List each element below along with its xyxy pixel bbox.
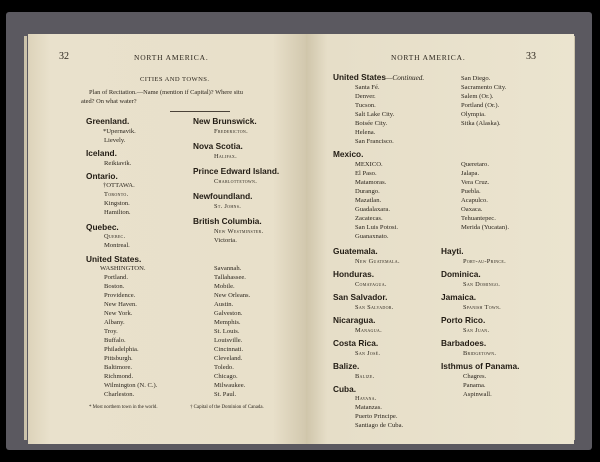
city-san-jose: San José.	[355, 350, 381, 357]
heading-mexico: Mexico.	[333, 149, 364, 159]
city-new-guatemala: New Guatemala.	[355, 258, 400, 265]
city-san-domingo: San Domingo.	[463, 281, 501, 288]
city-jalapa: Jalapa.	[461, 170, 480, 177]
city-ottawa: †OTTAWA.	[103, 182, 135, 189]
instruction-line-1: Plan of Recitation.—Name (mention if Capital)? Where situ	[89, 89, 243, 96]
city-providence: Providence.	[104, 292, 136, 299]
heading-guatemala: Guatemala.	[333, 246, 378, 256]
city-san-diego: San Diego.	[461, 75, 491, 82]
heading-nicaragua: Nicaragua.	[333, 315, 376, 325]
page-number-left: 32	[59, 51, 69, 62]
city-troy: Troy.	[104, 328, 118, 335]
city-chicago: Chicago.	[214, 373, 238, 380]
city-galveston: Galveston.	[214, 310, 243, 317]
us-cont-title: United States	[333, 72, 387, 82]
heading-greenland: Greenland.	[86, 116, 130, 126]
city-comayagua: Comayagua.	[355, 281, 387, 288]
heading-quebec: Quebec.	[86, 222, 119, 232]
city-boisee-city: Boisée City.	[355, 120, 388, 127]
city-st-paul: St. Paul.	[214, 391, 237, 398]
section-title: CITIES AND TOWNS.	[140, 76, 210, 83]
city-boston: Boston.	[104, 283, 125, 290]
city-matanzas: Matanzas.	[355, 404, 382, 411]
city-victoria: Victoria.	[214, 237, 237, 244]
city-santa-fe: Santa Fé.	[355, 84, 380, 91]
city-albany: Albany.	[104, 319, 125, 326]
city-helena: Helena.	[355, 129, 376, 136]
city-new-orleans: New Orleans.	[214, 292, 251, 299]
heading-costa-rica: Costa Rica.	[333, 338, 379, 348]
city-managua: Managua.	[355, 327, 383, 334]
city-merida: Merida (Yucatan).	[461, 224, 509, 231]
heading-san-salvador: San Salvador.	[333, 292, 388, 302]
city-memphis: Memphis.	[214, 319, 241, 326]
city-louisville: Louisville.	[214, 337, 243, 344]
city-cleveland: Cleveland.	[214, 355, 243, 362]
continued-label: —Continued.	[386, 74, 425, 82]
heading-hayti: Hayti.	[441, 246, 464, 256]
city-reikiavik: Reikiavik.	[104, 160, 132, 167]
heading-honduras: Honduras.	[333, 269, 375, 279]
city-queretaro: Queretaro.	[461, 161, 490, 168]
heading-united-states-continued	[333, 72, 424, 82]
heading-prince-edward-island: Prince Edward Island.	[193, 166, 280, 176]
city-mobile: Mobile.	[214, 283, 235, 290]
city-halifax: Halifax.	[214, 153, 237, 160]
city-portland-or: Portland (Or.).	[461, 102, 500, 109]
footnote-capital-dominion: † Capital of the Dominion of Canada.	[190, 405, 264, 410]
city-montreal: Montreal.	[104, 242, 130, 249]
city-richmond: Richmond.	[104, 373, 134, 380]
city-guadalaxara: Guadalaxara.	[355, 206, 390, 213]
city-balize: Balize.	[355, 373, 375, 380]
city-salem: Salem (Or.).	[461, 93, 494, 100]
city-san-francisco: San Francisco.	[355, 138, 394, 145]
city-olympia: Olympia.	[461, 111, 486, 118]
city-el-paso: El Paso.	[355, 170, 377, 177]
city-upernavik: *Upernavik.	[103, 128, 136, 135]
city-aspinwall: Aspinwall.	[463, 391, 492, 398]
city-st-johns: St. Johns.	[214, 203, 242, 210]
city-mexico: MEXICO.	[355, 161, 383, 168]
footnote-northern-town: * Most northern town in the world.	[89, 405, 158, 410]
city-savannah: Savannah.	[214, 265, 242, 272]
city-zacatecas: Zacatecas.	[355, 215, 383, 222]
city-salt-lake-city: Salt Lake City.	[355, 111, 395, 118]
city-panama: Panama.	[463, 382, 486, 389]
city-port-au-prince: Port-au-Prince.	[463, 258, 506, 265]
heading-new-brunswick: New Brunswick.	[193, 116, 257, 126]
city-austin: Austin.	[214, 301, 234, 308]
city-hamilton: Hamilton.	[104, 209, 131, 216]
city-baltimore: Baltimore.	[104, 364, 133, 371]
heading-dominica: Dominica.	[441, 269, 481, 279]
city-toronto: Toronto.	[104, 191, 129, 198]
city-charleston: Charleston.	[104, 391, 135, 398]
city-fredericton: Fredericton.	[214, 128, 249, 135]
city-san-salvador: San Salvador.	[355, 304, 394, 311]
city-guanaxnato: Guanaxnato.	[355, 233, 389, 240]
city-puerto-principe: Puerto Principe.	[355, 413, 398, 420]
city-sitka: Sitka (Alaska).	[461, 120, 501, 127]
heading-jamaica: Jamaica.	[441, 292, 477, 302]
heading-barbadoes: Barbadoes.	[441, 338, 487, 348]
city-charlottetown: Charlottetown.	[214, 178, 258, 185]
page-number-right: 33	[526, 51, 536, 62]
city-durango: Durango.	[355, 188, 380, 195]
city-san-luis-potosi: San Luis Potosi.	[355, 224, 399, 231]
city-spanish-town: Spanish Town.	[463, 304, 502, 311]
right-page	[306, 34, 574, 444]
heading-cuba: Cuba.	[333, 384, 357, 394]
city-denver: Denver.	[355, 93, 376, 100]
city-pittsburgh: Pittsburgh.	[104, 355, 133, 362]
city-washington: WASHINGTON.	[100, 265, 146, 272]
city-wilmington: Wilmington (N. C.).	[104, 382, 158, 389]
city-kingston: Kingston.	[104, 200, 130, 207]
heading-nova-scotia: Nova Scotia.	[193, 141, 243, 151]
heading-british-columbia: British Columbia.	[193, 216, 262, 226]
city-san-juan: San Juan.	[463, 327, 490, 334]
heading-ontario: Ontario.	[86, 171, 118, 181]
city-puebla: Puebla.	[461, 188, 481, 195]
city-portland: Portland.	[104, 274, 128, 281]
heading-iceland: Iceland.	[86, 148, 117, 158]
city-buffalo: Buffalo.	[104, 337, 126, 344]
city-sacramento-city: Sacramento City.	[461, 84, 507, 91]
city-lievely: Lievely.	[104, 137, 126, 144]
city-oaxaca: Oaxaca.	[461, 206, 483, 213]
city-st-louis: St. Louis.	[214, 328, 240, 335]
city-santiago-de-cuba: Santiago de Cuba.	[355, 422, 404, 429]
running-head-left: NORTH AMERICA.	[134, 53, 209, 62]
city-tucson: Tucson.	[355, 102, 376, 109]
city-acapulco: Acapulco.	[461, 197, 488, 204]
city-mazatlan: Mazatlan.	[355, 197, 382, 204]
city-tallahassee: Tallahassee.	[214, 274, 246, 281]
city-new-westminster: New Westminster.	[214, 228, 264, 235]
city-cincinnati: Cincinnati.	[214, 346, 244, 353]
heading-balize: Balize.	[333, 361, 360, 371]
city-quebec: Quebec.	[104, 233, 126, 240]
city-chagres: Chagres.	[463, 373, 487, 380]
city-new-york: New York.	[104, 310, 133, 317]
heading-isthmus-of-panama: Isthmus of Panama.	[441, 361, 520, 371]
city-tehuantepec: Tehuantepec.	[461, 215, 496, 222]
running-head-right: NORTH AMERICA.	[391, 53, 466, 62]
heading-newfoundland: Newfoundland.	[193, 191, 253, 201]
section-rule	[170, 111, 230, 112]
city-new-haven: New Haven.	[104, 301, 137, 308]
instruction-line-2: ated? On what water?	[81, 98, 137, 105]
city-toledo: Toledo.	[214, 364, 234, 371]
city-havana: Havana.	[355, 395, 377, 402]
city-bridgetown: Bridgetown.	[463, 350, 497, 357]
city-philadelphia: Philadelphia.	[104, 346, 139, 353]
city-milwaukee: Milwaukee.	[214, 382, 246, 389]
heading-porto-rico: Porto Rico.	[441, 315, 486, 325]
page-edge-left	[24, 36, 27, 440]
city-vera-cruz: Vera Cruz.	[461, 179, 490, 186]
city-matamoras: Matamoras.	[355, 179, 387, 186]
heading-united-states: United States.	[86, 254, 142, 264]
